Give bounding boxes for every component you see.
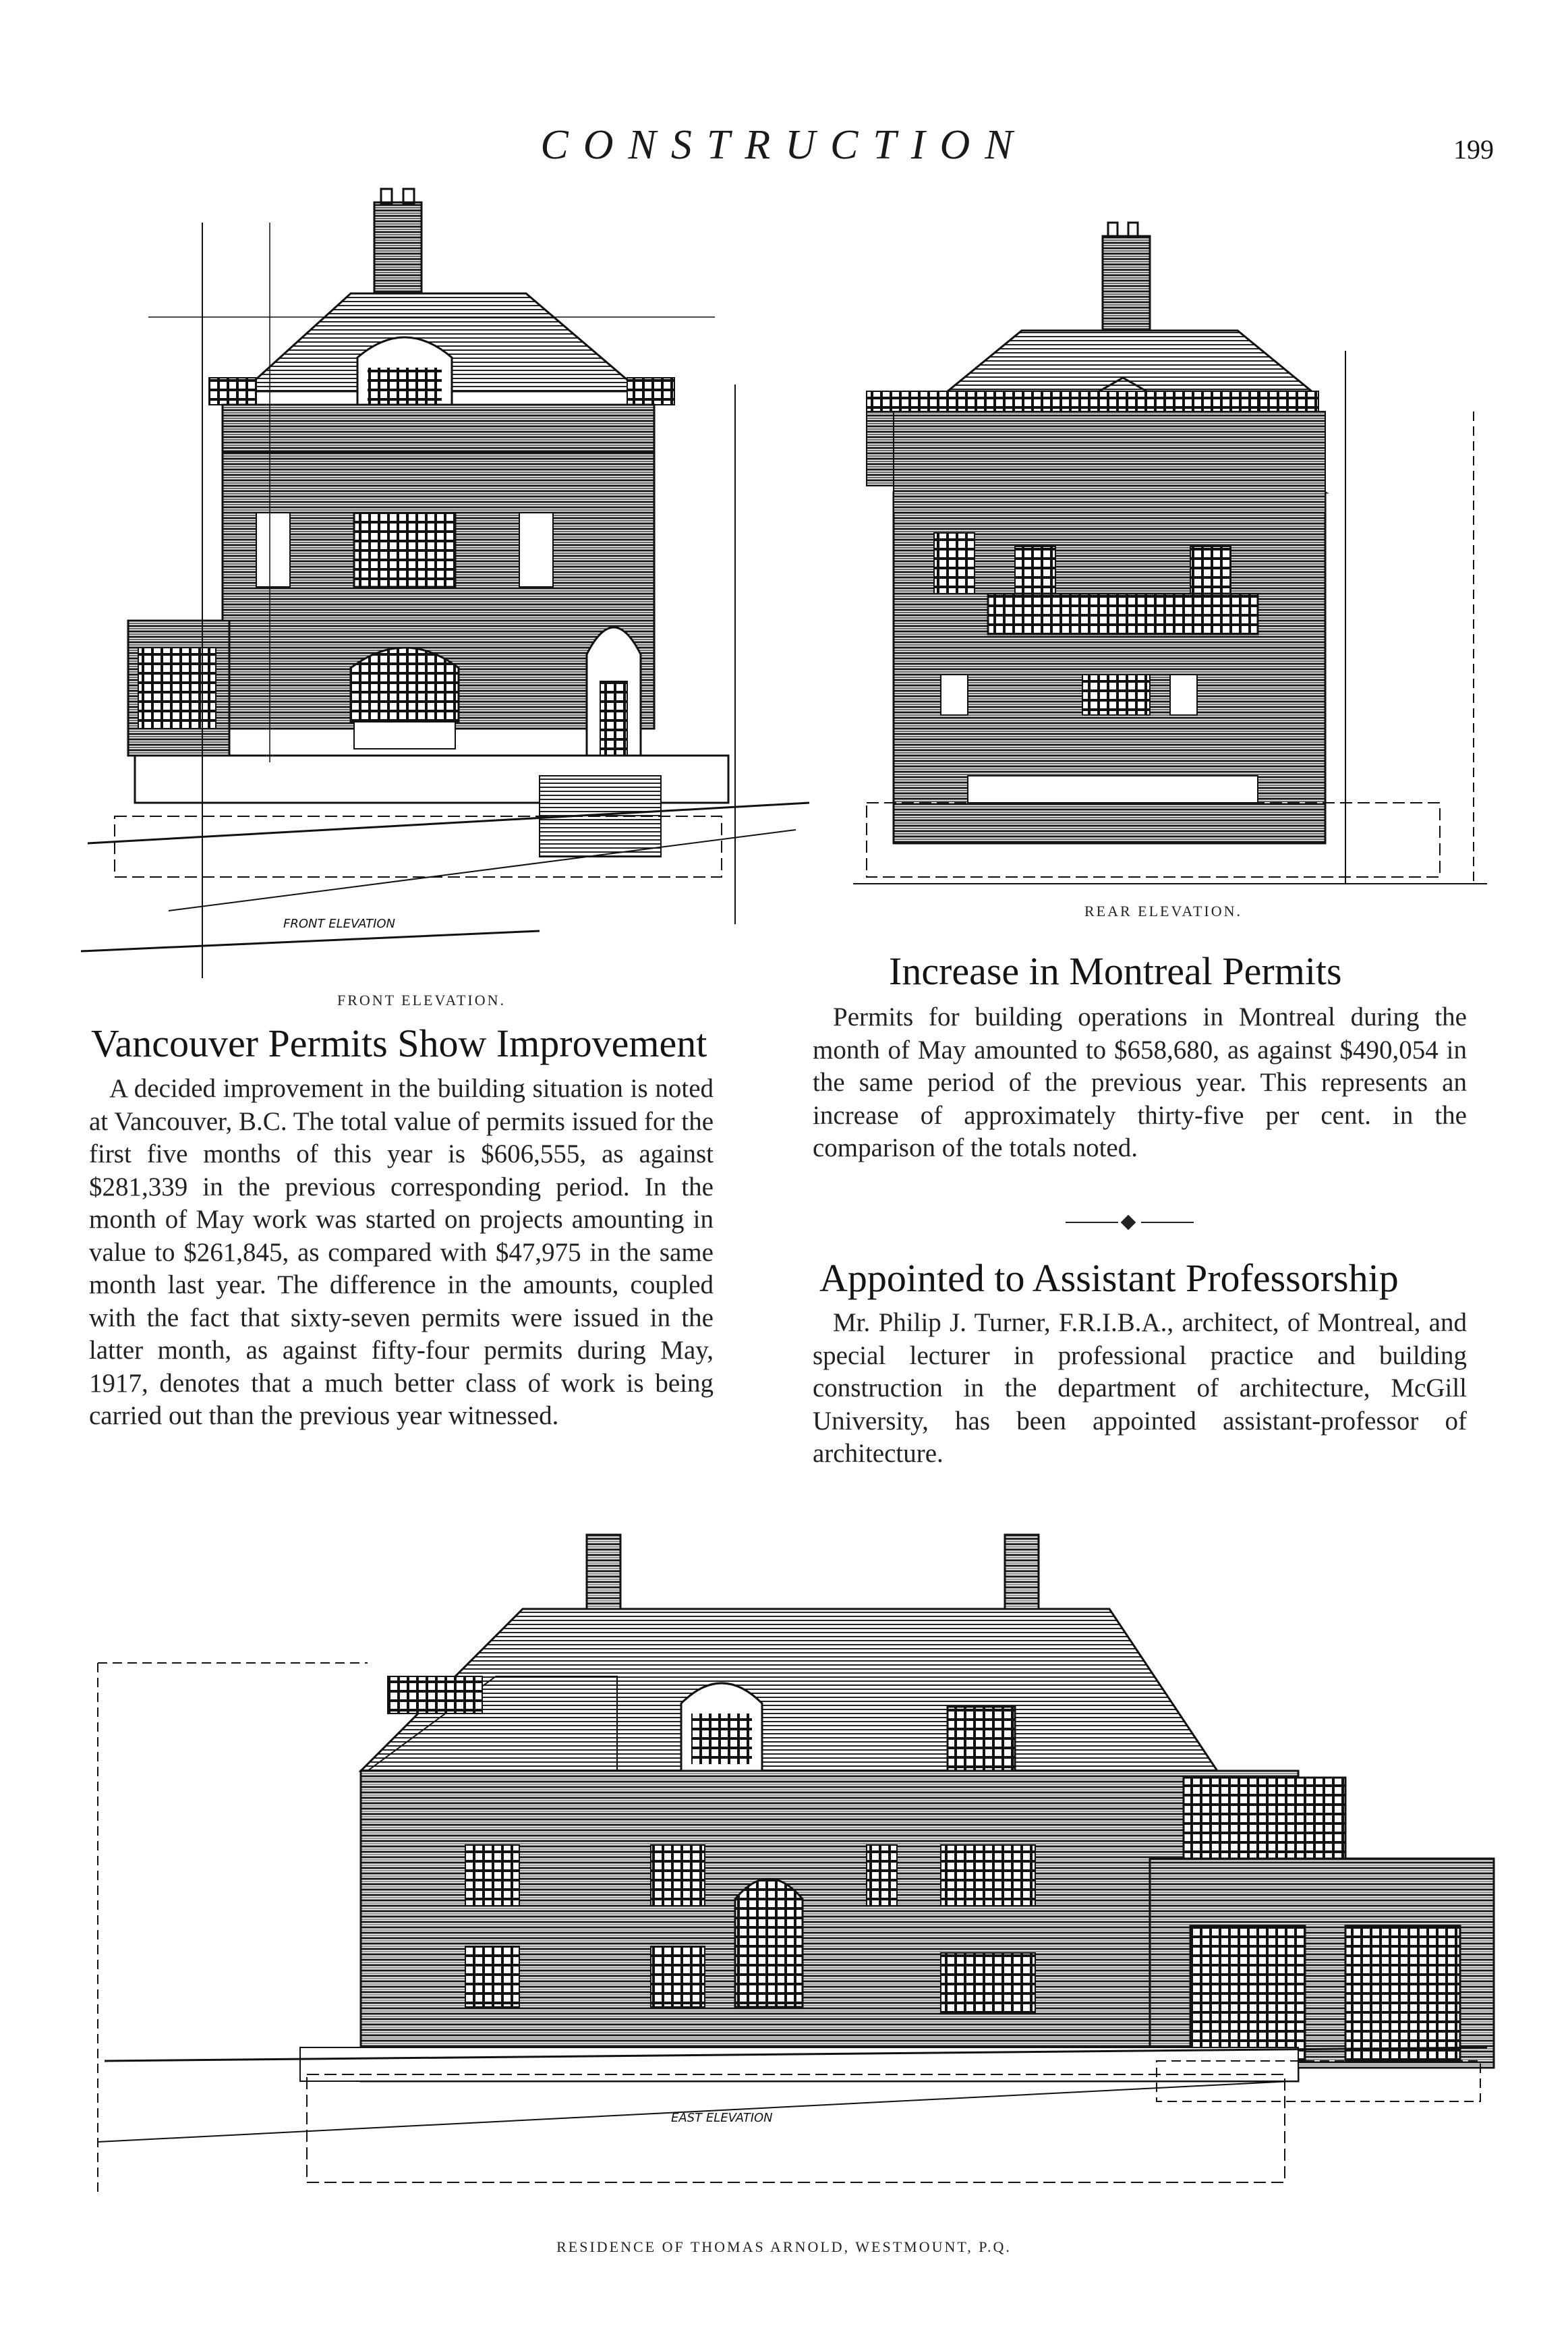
east-elevation-drawing xyxy=(78,1521,1501,2230)
article-headline-vancouver: Vancouver Permits Show Improvement xyxy=(91,1021,707,1065)
rear-elevation-caption: REAR ELEVATION. xyxy=(1084,903,1243,919)
article-headline-montreal: Increase in Montreal Permits xyxy=(889,949,1342,993)
article-body-vancouver: A decided improvement in the building situation is noted at Vancouver, B.C. The total value of permits issued for the first five months of this year is $606,555, as against $281,339 in the previous corresponding period. In the month of May work was started on projects amounting in value to $261,845, as compared with $47,975 in the same month last year. The difference in the amounts, coupled with the fact that sixty-seven permits were issued in the latter month, as against fifty-four permits during May, 1917, denotes that a much better class of work is being carried out than the previous year witnessed. xyxy=(89,1074,714,1430)
rear-elevation-drawing xyxy=(853,209,1487,904)
front-elevation-drawing xyxy=(67,182,836,985)
front-drawing-label: FRONT ELEVATION xyxy=(283,917,396,931)
article-body-professorship: Mr. Philip J. Turner, F.R.I.B.A., architect, of Montreal, and special lecturer in professional practice and building construction in the department of architecture, McGill University, has been appointed assistant-professor of architecture. xyxy=(813,1308,1467,1468)
article-body-montreal: Permits for building operations in Montreal during the month of May amounted to $658,680, as against $490,054 in the same period of the previous year. This represents an increase of approximately thirty-five per cent. in the comparison of the totals noted. xyxy=(813,1002,1467,1162)
page-number: 199 xyxy=(1453,134,1494,165)
front-elevation-caption: FRONT ELEVATION. xyxy=(337,992,506,1009)
article-headline-professorship: Appointed to Assistant Professorship xyxy=(819,1256,1399,1300)
running-head: CONSTRUCTION xyxy=(540,122,1028,168)
east-elevation-caption: RESIDENCE OF THOMAS ARNOLD, WESTMOUNT, P.Q. xyxy=(556,2238,1012,2255)
section-ornament xyxy=(1066,1214,1194,1230)
east-drawing-label: EAST ELEVATION xyxy=(671,2111,773,2125)
